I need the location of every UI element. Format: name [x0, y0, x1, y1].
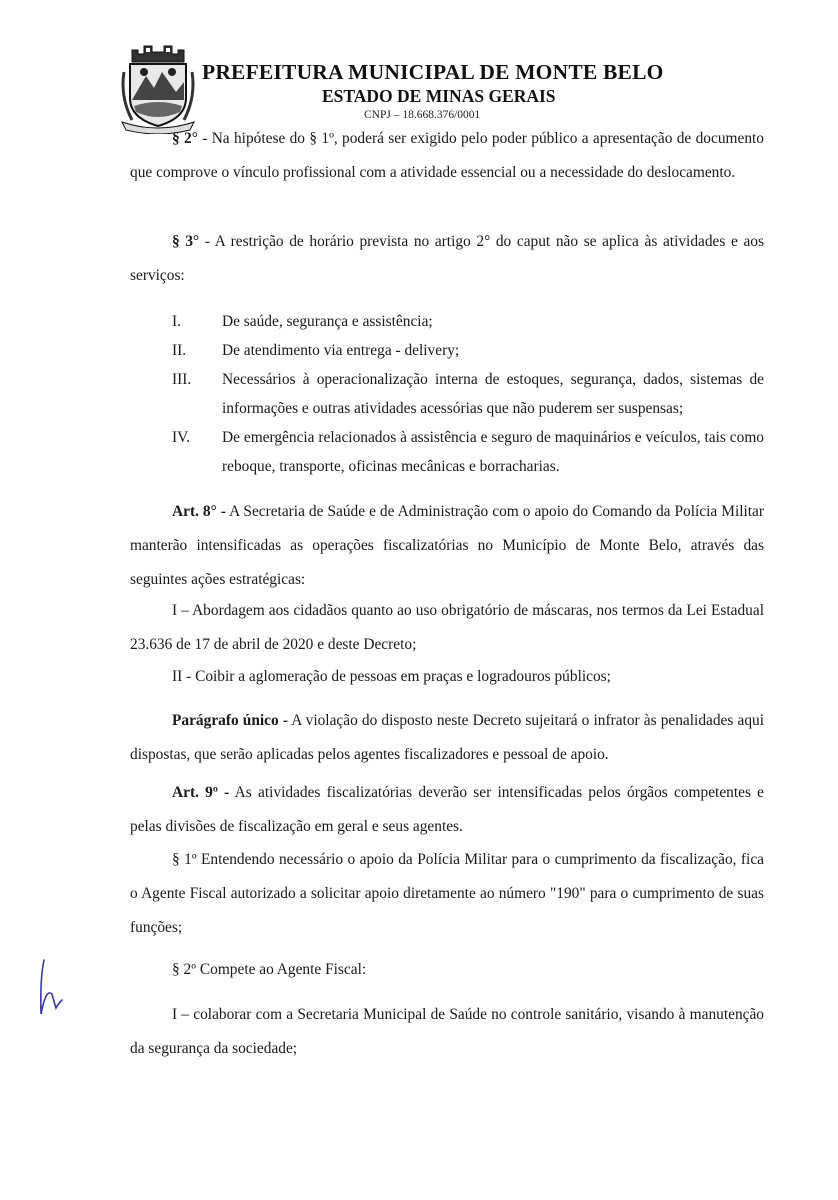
article-label: Art. 9º -: [172, 784, 230, 801]
article-9-paragraph-1: § 1º Entendendo necessário o apoio da Polícia Militar para o cumprimento da fiscalização, fica o Agente Fiscal autorizado a solicitar apoio diretamente ao número "190" para o cumprimento de suas funções;: [130, 851, 764, 936]
header-cnpj: CNPJ – 18.668.376/0001: [364, 109, 481, 121]
list-text: De atendimento via entrega - delivery;: [222, 342, 460, 359]
paragraph-label: § 3°: [172, 233, 200, 250]
paragraph-text: - A restrição de horário prevista no artigo 2° do caput não se aplica às atividades e aos serviços:: [130, 233, 764, 284]
header-title: PREFEITURA MUNICIPAL DE MONTE BELO: [202, 60, 664, 84]
list-text: De saúde, segurança e assistência;: [222, 313, 433, 330]
article-text: A Secretaria de Saúde e de Administração com o apoio do Comando da Polícia Militar manterão intensificadas as operações fiscalizatórias no Município de Monte Belo, através das seguintes ações estratégicas:: [130, 503, 765, 588]
list-number: IV.: [172, 429, 191, 446]
list-number: III.: [172, 371, 192, 388]
article-text: As atividades fiscalizatórias deverão ser intensificadas pelos órgãos competentes e pelas divisões de fiscalização em geral e seus agentes.: [130, 784, 765, 835]
sole-paragraph: [130, 704, 764, 772]
paragraph-s3: [130, 225, 764, 293]
list-text: Necessários à operacionalização interna de estoques, segurança, dados, sistemas de informações e outras atividades acessórias que não puderem ser suspensas;: [222, 371, 764, 417]
article-9-paragraph-2: § 2º Compete ao Agente Fiscal:: [172, 961, 367, 978]
paragraph-text: A violação do disposto neste Decreto sujeitará o infrator às penalidades aqui dispostas, que serão aplicadas pelos agentes fiscalizadores e pessoal de apoio.: [130, 712, 764, 763]
article-8: [130, 495, 764, 597]
article-9-paragraph-2-item-i: I – colaborar com a Secretaria Municipal de Saúde no controle sanitário, visando à manutenção da segurança da sociedade;: [130, 1006, 764, 1057]
paragraph-label: Parágrafo único -: [172, 712, 288, 729]
handwritten-initial: [34, 958, 64, 1016]
article-8-item-i: I – Abordagem aos cidadãos quanto ao uso obrigatório de máscaras, nos termos da Lei Estadual 23.636 de 17 de abril de 2020 e deste Decreto;: [130, 602, 764, 653]
article-8-item-ii: II - Coibir a aglomeração de pessoas em praças e logradouros públicos;: [172, 668, 611, 685]
list-number: I.: [172, 313, 181, 330]
list-text: De emergência relacionados à assistência e seguro de maquinários e veículos, tais como reboque, transporte, oficinas mecânicas e borracharias.: [222, 429, 764, 475]
paragraph-label: § 2°: [172, 130, 198, 147]
coat-of-arms-icon: [118, 42, 198, 134]
paragraph-text: - Na hipótese do § 1º, poderá ser exigido pelo poder público a apresentação de documento que comprove o vínculo profissional com a atividade essencial ou a necessidade do deslocamento.: [130, 130, 764, 181]
header-subtitle: ESTADO DE MINAS GERAIS: [322, 86, 556, 106]
list-number: II.: [172, 342, 187, 359]
paragraph-s2: [130, 122, 764, 190]
article-label: Art. 8° -: [172, 503, 226, 520]
article-9: [130, 776, 764, 844]
